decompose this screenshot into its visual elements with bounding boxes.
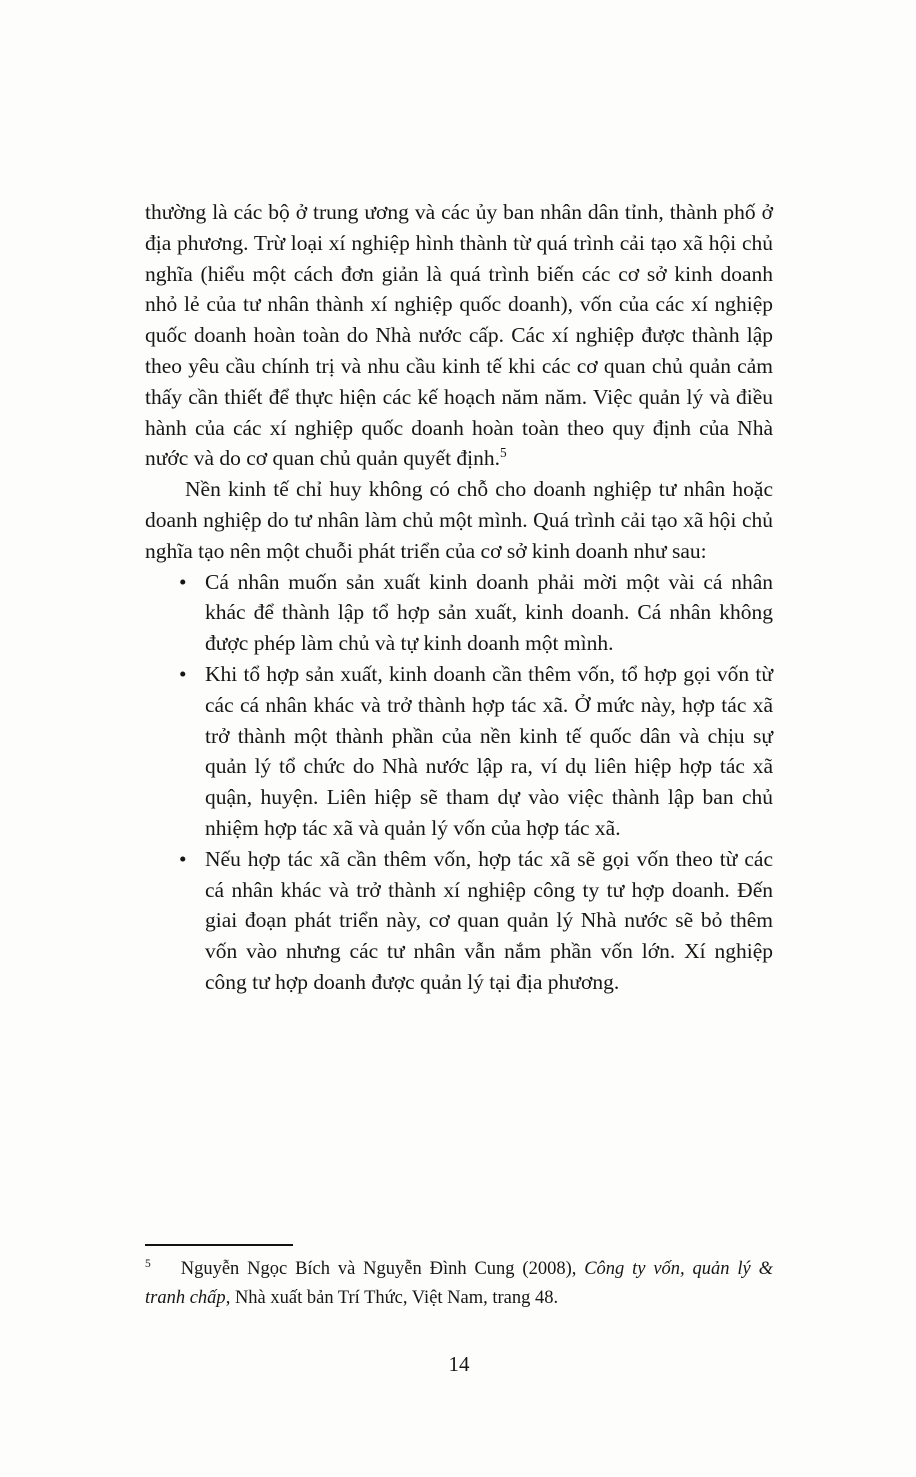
paragraph-continuation-text: thường là các bộ ở trung ương và các ủy ban nhân dân tỉnh, thành phố ở địa phương. Trừ loại xí nghiệp hình thành từ quá trình cải tạo xã hội chủ nghĩa (hiểu một cách đơn giản là quá trình biến các cơ sở kinh doanh nhỏ lẻ của tư nhân thành xí nghiệp quốc doanh), vốn của các xí nghiệp quốc doanh hoàn toàn do Nhà nước cấp. Các xí nghiệp được thành lập theo yêu cầu chính trị và nhu cầu kinh tế khi các cơ quan chủ quản cảm thấy cần thiết để thực hiện các kế hoạch năm năm. Việc quản lý và điều hành của các xí nghiệp quốc doanh hoàn toàn theo quy định của Nhà nước và do cơ quan chủ quản quyết định. <box>145 200 773 471</box>
page-number: 14 <box>448 1352 470 1376</box>
footnote-book-title: Công ty vốn, quản lý & tranh chấp <box>145 1259 773 1308</box>
bullet-marker-icon: • <box>179 569 187 594</box>
bullet-item <box>145 567 773 659</box>
page-body <box>145 197 773 998</box>
bullet-text: Nếu hợp tác xã cần thêm vốn, hợp tác xã sẽ gọi vốn theo từ các cá nhân khác và trở thành xí nghiệp công ty tư hợp doanh. Đến giai đoạn phát triển này, cơ quan quản lý Nhà nước sẽ bỏ thêm vốn vào nhưng các tư nhân vẫn nắm phần vốn lớn. Xí nghiệp công tư hợp doanh được quản lý tại địa phương. <box>205 846 773 994</box>
paragraph-intro: Nền kinh tế chỉ huy không có chỗ cho doanh nghiệp tư nhân hoặc doanh nghiệp do tư nhân làm chủ một mình. Quá trình cải tạo xã hội chủ nghĩa tạo nên một chuỗi phát triển của cơ sở kinh doanh như sau: <box>145 477 773 563</box>
bullet-text: Khi tổ hợp sản xuất, kinh doanh cần thêm vốn, tổ hợp gọi vốn từ các cá nhân khác và trở thành hợp tác xã. Ở mức này, hợp tác xã trở thành một thành phần của nền kinh tế quốc dân và chịu sự quản lý tổ chức do Nhà nước lập ra, ví dụ liên hiệp hợp tác xã quận, huyện. Liên hiệp sẽ tham dự vào việc thành lập ban chủ nhiệm hợp tác xã và quản lý vốn của hợp tác xã. <box>205 661 773 840</box>
bullet-marker-icon: • <box>179 846 187 871</box>
paragraph-continuation <box>145 197 773 474</box>
footnote-citation-lead: Nguyễn Ngọc Bích và Nguyễn Đình Cung (2008), <box>180 1259 585 1279</box>
footnote <box>145 1255 773 1313</box>
footnote-section <box>145 1244 773 1313</box>
footnote-citation-tail: , Nhà xuất bản Trí Thức, Việt Nam, trang 48. <box>225 1288 559 1308</box>
bullet-item <box>145 659 773 844</box>
footnote-marker: 5 <box>145 1257 151 1270</box>
bullet-list <box>145 567 773 998</box>
bullet-item <box>145 844 773 998</box>
bullet-marker-icon: • <box>179 661 187 686</box>
bullet-text: Cá nhân muốn sản xuất kinh doanh phải mời một vài cá nhân khác để thành lập tổ hợp sản xuất, kinh doanh. Cá nhân không được phép làm chủ và tự kinh doanh một mình. <box>205 569 773 656</box>
footnote-separator <box>145 1244 293 1246</box>
footnote-reference: 5 <box>500 445 507 461</box>
